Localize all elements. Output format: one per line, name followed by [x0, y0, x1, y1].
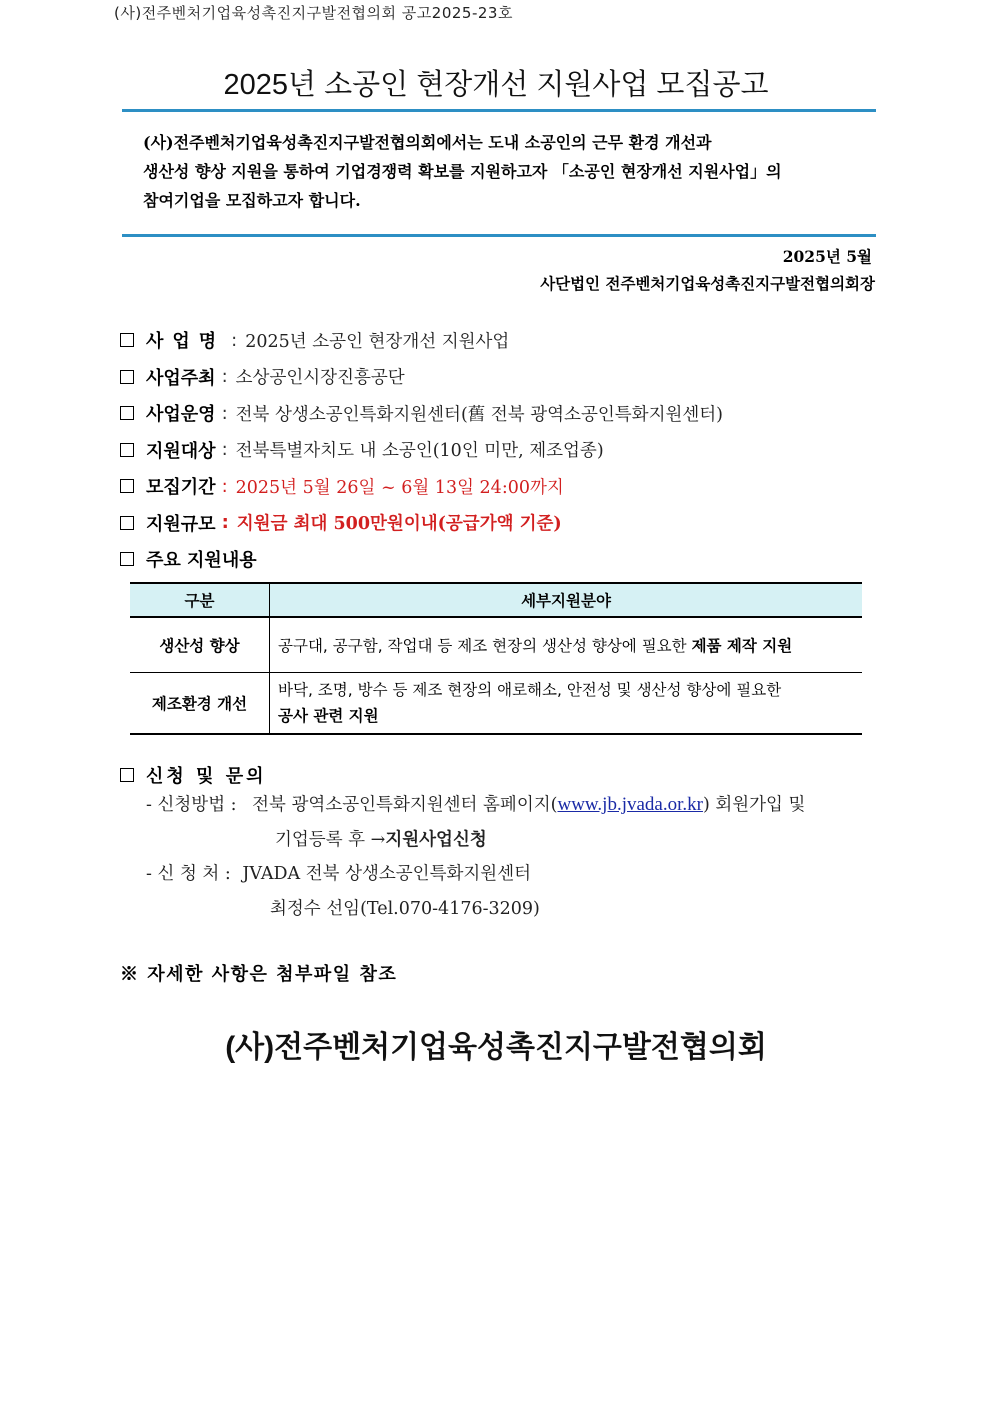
apply-method-line2-text: 기업등록 후 → — [275, 830, 386, 850]
item-value: 전북특별자치도 내 소공인(10인 미만, 제조업종) — [235, 441, 604, 462]
item-value: 전북 상생소공인특화지원센터(舊 전북 광역소공인특화지원센터) — [235, 404, 724, 425]
apply-heading: 신청 및 문의 — [146, 766, 267, 787]
table-cell-category: 생산성 향상 — [130, 617, 270, 673]
column-header: 구분 — [130, 583, 270, 617]
table-cell-detail — [270, 617, 863, 673]
homepage-link[interactable]: www.jb.jvada.or.kr — [557, 794, 703, 815]
checkbox-square-icon — [120, 406, 134, 420]
apply-method-line2-bold: 지원사업신청 — [385, 830, 487, 850]
intro-line-1: (사)전주벤처기업육성촉진지구발전협의회에서는 도내 소공인의 근무 환경 개선과 — [143, 133, 712, 152]
colon: : — [221, 475, 228, 497]
support-table — [130, 582, 862, 735]
intro-line-2: 생산성 향상 지원을 통하여 기업경쟁력 확보를 지원하고자 「소공인 현장개선 지원사업」의 — [143, 162, 782, 181]
apply-method-row — [146, 791, 805, 816]
announcement-number: (사)전주벤처기업육성촉진지구발전협의회 공고2025-23호 — [114, 4, 513, 22]
list-item — [120, 432, 723, 469]
list-item — [120, 541, 723, 578]
item-label: 지원규모 — [146, 513, 216, 535]
intro-paragraph — [143, 128, 865, 215]
apply-section — [120, 757, 266, 793]
top-rule — [122, 109, 876, 112]
list-item — [120, 468, 723, 505]
table-header-row — [130, 583, 862, 617]
issuer-name: 사단법인 전주벤처기업육성촉진지구발전협의회장 — [540, 274, 875, 293]
checkbox-square-icon — [120, 768, 134, 782]
footer-organization: (사)전주벤처기업육성촉진지구발전협의회 — [225, 1031, 767, 1064]
list-item — [120, 395, 723, 432]
checkbox-square-icon — [120, 370, 134, 384]
intro-line-3: 참여기업을 모집하고자 합니다. — [143, 191, 361, 210]
item-label: 사업주최 — [146, 367, 216, 389]
colon: : — [221, 439, 228, 461]
colon: : — [221, 512, 229, 534]
item-value: 2025년 소공인 현장개선 지원사업 — [245, 331, 510, 352]
apply-heading-row — [120, 757, 266, 793]
detail-text: 공구대, 공구함, 작업대 등 제조 현장의 생산성 향상에 필요한 — [278, 637, 692, 655]
recruitment-period: 2025년 5월 26일 ~ 6월 13일 24:00까지 — [235, 477, 564, 498]
item-label: 사업명 — [146, 331, 226, 353]
reference-note: ※ 자세한 사항은 첨부파일 참조 — [120, 964, 398, 985]
colon: : — [231, 329, 238, 351]
page-title: 2025년 소공인 현장개선 지원사업 모집공고 — [223, 69, 769, 101]
column-header: 세부지원분야 — [270, 583, 863, 617]
colon: : — [221, 366, 228, 388]
checkbox-square-icon — [120, 333, 134, 347]
contact-org: JVADA 전북 상생소공인특화지원센터 — [242, 864, 532, 884]
detail-text: 바닥, 조명, 방수 등 제조 현장의 애로해소, 안전성 및 생산성 향상에 필요한 — [278, 681, 782, 699]
contact-label: - 신 청 처 : — [146, 864, 231, 884]
list-item — [120, 322, 723, 359]
list-item — [120, 505, 723, 542]
detail-bold: 공사 관련 지원 — [278, 707, 379, 725]
table-row — [130, 673, 862, 735]
contact-row — [146, 860, 531, 885]
table-row — [130, 617, 862, 673]
apply-method-text: 전북 광역소공인특화지원센터 홈페이지( — [252, 795, 558, 815]
apply-method-after: ) 회원가입 및 — [702, 795, 806, 815]
checkbox-square-icon — [120, 552, 134, 566]
checkbox-square-icon — [120, 443, 134, 457]
bottom-rule — [122, 234, 876, 237]
item-value: 소상공인시장진흥공단 — [235, 368, 405, 389]
colon: : — [221, 402, 228, 424]
item-label: 지원대상 — [146, 440, 216, 462]
item-label: 주요 지원내용 — [146, 550, 257, 572]
checkbox-square-icon — [120, 516, 134, 530]
contact-person: 최정수 선임(Tel.070-4176-3209) — [270, 899, 540, 919]
overview-list — [120, 322, 723, 578]
support-amount: 지원금 최대 500만원이내(공급가액 기준) — [236, 514, 562, 535]
table-cell-category: 제조환경 개선 — [130, 673, 270, 735]
table-cell-detail — [270, 673, 863, 735]
apply-method-line2 — [275, 826, 487, 851]
list-item — [120, 359, 723, 396]
announcement-date: 2025년 5월 — [782, 247, 872, 266]
item-label: 모집기간 — [146, 477, 216, 499]
checkbox-square-icon — [120, 479, 134, 493]
detail-bold: 제품 제작 지원 — [691, 637, 793, 655]
item-label: 사업운영 — [146, 404, 216, 426]
apply-method-label: - 신청방법 : — [146, 795, 237, 815]
